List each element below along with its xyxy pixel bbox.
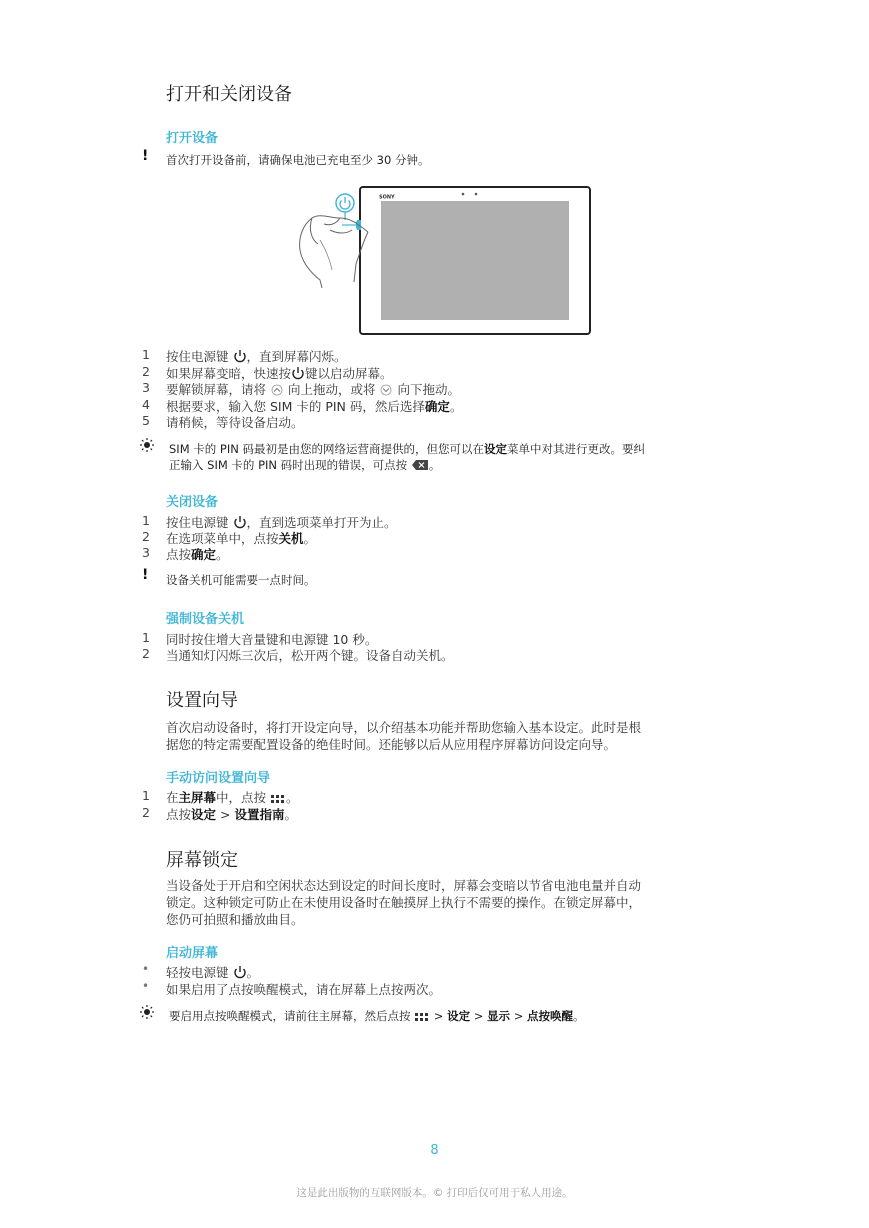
wake-bullet-2: 如果启用了点按唤醒模式，请在屏幕上点按两次。 [166, 982, 442, 997]
setup-step-2: 点按设定 > 设置指南。 [166, 807, 297, 822]
wake-bullet-1: 轻按电源键 。 [166, 965, 260, 980]
warning-text-charge: 首次打开设备前，请确保电池已充电至少 30 分钟。 [166, 153, 430, 167]
step-2: 如果屏幕变暗，快速按 键以启动屏幕。 [166, 366, 393, 381]
power-icon [233, 349, 247, 363]
bullet: • [142, 962, 150, 976]
delete-key-icon [411, 459, 429, 471]
close-step-2: 在选项菜单中，点按关机。 [166, 531, 317, 546]
step-number: 1 [142, 630, 150, 645]
close-step-1: 按住电源键 ，直到选项菜单打开为止。 [166, 515, 397, 530]
step-3: 要解锁屏幕，请将 向上拖动，或将 向下拖动。 [166, 382, 460, 397]
step-1: 按住电源键 ，直到屏幕闪烁。 [166, 349, 347, 364]
force-step-2: 当通知灯闪烁三次后，松开两个键。设备自动关机。 [166, 648, 454, 663]
page-number: 8 [430, 1143, 439, 1158]
setup-guide-paragraph: 首次启动设备时，将打开设定向导，以介绍基本功能并帮助您输入基本设定。此时是根 据您的特定需要配置设备的绝佳时间。还能够以后从应用程序屏幕访问设定向导。 [166, 720, 642, 752]
warning-icon: ! [142, 567, 149, 583]
warning-text-shutdown: 设备关机可能需要一点时间。 [166, 573, 316, 587]
tablet-screen [381, 201, 569, 320]
step-number: 4 [142, 397, 150, 412]
step-4: 根据要求，输入您 SIM 卡的 PIN 码，然后选择确定。 [166, 399, 463, 414]
tip-bulb-icon [139, 437, 155, 453]
step-number: 1 [142, 788, 150, 803]
step-number: 3 [142, 545, 150, 560]
section-title-setup-guide: 设置向导 [166, 690, 238, 711]
step-number: 5 [142, 413, 150, 428]
step-number: 2 [142, 364, 150, 379]
heading-turn-off: 关闭设备 [166, 495, 219, 510]
section-title-screen-lock: 屏幕锁定 [166, 850, 238, 871]
power-icon [233, 515, 247, 529]
footer-disclaimer: 这是此出版物的互联网版本。© 打印后仅可用于私人用途。 [296, 1187, 573, 1199]
power-icon [291, 366, 305, 380]
step-number: 3 [142, 380, 150, 395]
step-number: 2 [142, 646, 150, 661]
step-number: 1 [142, 347, 150, 362]
tip-sim-pin: SIM 卡的 PIN 码最初是由您的网络运营商提供的，但您可以在设定菜单中对其进行更改。要纠 [169, 442, 646, 456]
setup-step-1: 在主屏幕中，点按 。 [166, 790, 299, 805]
tip-tap-to-wake: 要启用点按唤醒模式，请前往主屏幕，然后点按 > 设定 > 显示 > 点按唤醒。 [169, 1009, 585, 1023]
step-number: 2 [142, 805, 150, 820]
heading-force-off: 强制设备关机 [166, 612, 245, 627]
step-5: 请稍候，等待设备启动。 [166, 415, 304, 430]
force-step-1: 同时按住增大音量键和电源键 10 秒。 [166, 632, 378, 647]
step-number: 2 [142, 529, 150, 544]
heading-manual-setup: 手动访问设置向导 [166, 771, 271, 786]
brand-logo: SONY [379, 194, 395, 201]
up-arrow-icon [270, 384, 284, 396]
step-number: 1 [142, 513, 150, 528]
warning-icon: ! [142, 148, 149, 164]
apps-grid-icon [270, 794, 286, 804]
device-illustration [290, 180, 600, 340]
down-arrow-icon [379, 384, 393, 396]
power-icon [233, 965, 247, 979]
section-title-power: 打开和关闭设备 [166, 84, 292, 105]
heading-activate-screen: 启动屏幕 [166, 946, 219, 961]
close-step-3: 点按确定。 [166, 547, 229, 562]
heading-turn-on: 打开设备 [166, 131, 219, 146]
tip-bulb-icon [139, 1004, 155, 1020]
bullet: • [142, 979, 150, 993]
apps-grid-icon [414, 1012, 430, 1022]
tip-sim-pin-line2: 正输入 SIM 卡的 PIN 码时出现的错误，可点按 。 [169, 458, 441, 472]
screen-lock-paragraph: 当设备处于开启和空闲状态达到设定的时间长度时，屏幕会变暗以节省电池电量并自动 锁定。这种锁定可防止在未使用设备时在触摸屏上执行不需要的操作。在锁定屏幕中， 您仍可拍照和播放曲目。 [166, 878, 642, 927]
